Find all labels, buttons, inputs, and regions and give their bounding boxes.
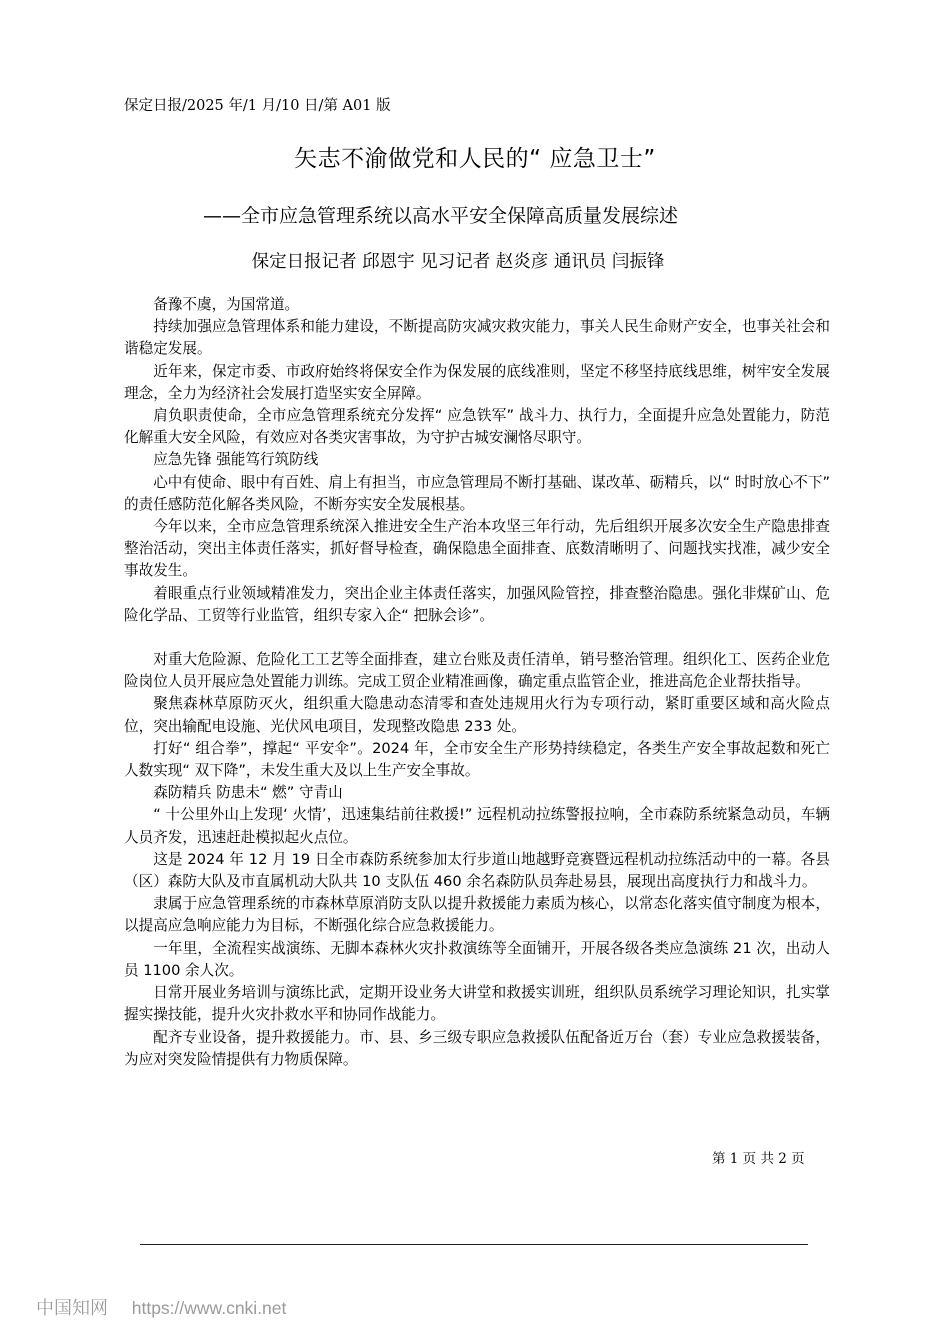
- paragraph: 聚焦森林草原防灭火，组织重大隐患动态清零和查处违规用火行为专项行动，紧盯重要区域和高火险点位，突出输配电设施、光伏风电项目，发现整改隐患 233 处。: [124, 695, 830, 735]
- paragraph: 隶属于应急管理系统的市森林草原消防支队以提升救援能力素质为核心，以常态化落实值守制度为根本，以提高应急响应能力为目标，不断强化综合应急救援能力。: [124, 895, 830, 935]
- paragraph: 配齐专业设备，提升救援能力。市、县、乡三级专职应急救援队伍配备近万台（套）专业应急救援装备，为应对突发险情提供有力物质保障。: [124, 1028, 830, 1068]
- watermark-url: https://www.cnki.net: [131, 1298, 287, 1318]
- section-heading: 应急先锋 强能笃行筑防线: [153, 451, 319, 469]
- section-heading: 森防精兵 防患未“ 燃” 守青山: [153, 784, 343, 802]
- paragraph: 备豫不虞，为国常道。: [153, 296, 300, 313]
- paragraph: 肩负职责使命，全市应急管理系统充分发挥“ 应急铁军” 战斗力、执行力，全面提升应急处置能力，防范化解重大安全风险，有效应对各类灾害事故，为守护古城安澜恪尽职守。: [124, 407, 830, 447]
- article-subtitle: ——全市应急管理系统以高水平安全保障高质量发展综述: [203, 205, 679, 227]
- footer-divider: [140, 1244, 808, 1245]
- paragraph: 一年里，全流程实战演练、无脚本森林火灾扑救演练等全面铺开，开展各级各类应急演练 21 次，出动人员 1100 余人次。: [124, 939, 830, 979]
- paragraph: 日常开展业务培训与演练比武，定期开设业务大讲堂和救援实训班，组织队员系统学习理论知识，扎实掌握实操技能，提升火灾扑救水平和协同作战能力。: [124, 984, 830, 1024]
- article-title: 矢志不渝做党和人民的“ 应急卫士”: [294, 146, 656, 172]
- paragraph: 心中有使命、眼中有百姓、肩上有担当，市应急管理局不断打基础、谋改革、砺精兵，以“ 时时放心不下” 的责任感防范化解各类风险，不断夯实安全发展根基。: [124, 473, 830, 513]
- paragraph: 着眼重点行业领域精准发力，突出企业主体责任落实，加强风险管控，排查整治隐患。强化非煤矿山、危险化学品、工贸等行业监管，组织专家入企“ 把脉会诊”。: [124, 584, 830, 624]
- paragraph: “ 十公里外山上发现‘ 火情’，迅速集结前往救援!” 远程机动拉练警报拉响，全市森防系统紧急动员，车辆人员齐发，迅速赶赴模拟起火点位。: [124, 806, 830, 846]
- article-body: [124, 294, 830, 1071]
- paragraph: 打好“ 组合拳”，撑起“ 平安伞”。2024 年，全市安全生产形势持续稳定，各类生产安全事故起数和死亡人数实现“ 双下降”，未发生重大及以上生产安全事故。: [124, 739, 830, 780]
- paragraph: 这是 2024 年 12 月 19 日全市森防系统参加太行步道山地越野竞赛暨远程机动拉练活动中的一幕。各县（区）森防大队及市直属机动大队共 10 支队伍 460 余名森防队员奔赴易县，展现出高度执行力和战斗力。: [124, 850, 830, 891]
- watermark: [36, 1294, 286, 1320]
- paragraph: 今年以来，全市应急管理系统深入推进安全生产治本攻坚三年行动，先后组织开展多次安全生产隐患排查整治活动，突出主体责任落实，抓好督导检查，确保隐患全面排查、底数清晰明了、问题找实找准，减少安全事故发生。: [124, 518, 830, 580]
- watermark-brand: 中国知网: [36, 1298, 108, 1319]
- paragraph: 对重大危险源、危险化工工艺等全面排查，建立台账及责任清单，销号整治管理。组织化工、医药企业危险岗位人员开展应急处置能力训练。完成工贸企业精准画像，确定重点监管企业，推进高危企业帮扶指导。: [124, 651, 830, 691]
- article-byline: 保定日报记者 邱恩宇 见习记者 赵炎彦 通讯员 闫振锋: [251, 252, 665, 272]
- source-line: 保定日报/2025 年/1 月/10 日/第 A01 版: [124, 98, 391, 114]
- paragraph: 持续加强应急管理体系和能力建设，不断提高防灾减灾救灾能力，事关人民生命财产安全，也事关社会和谐稳定发展。: [124, 318, 830, 358]
- paragraph: 近年来，保定市委、市政府始终将保安全作为保发展的底线准则，坚定不移坚持底线思维，树牢安全发展理念，全力为经济社会发展打造坚实安全屏障。: [124, 362, 830, 402]
- page-number: 第 1 页 共 2 页: [712, 1151, 805, 1167]
